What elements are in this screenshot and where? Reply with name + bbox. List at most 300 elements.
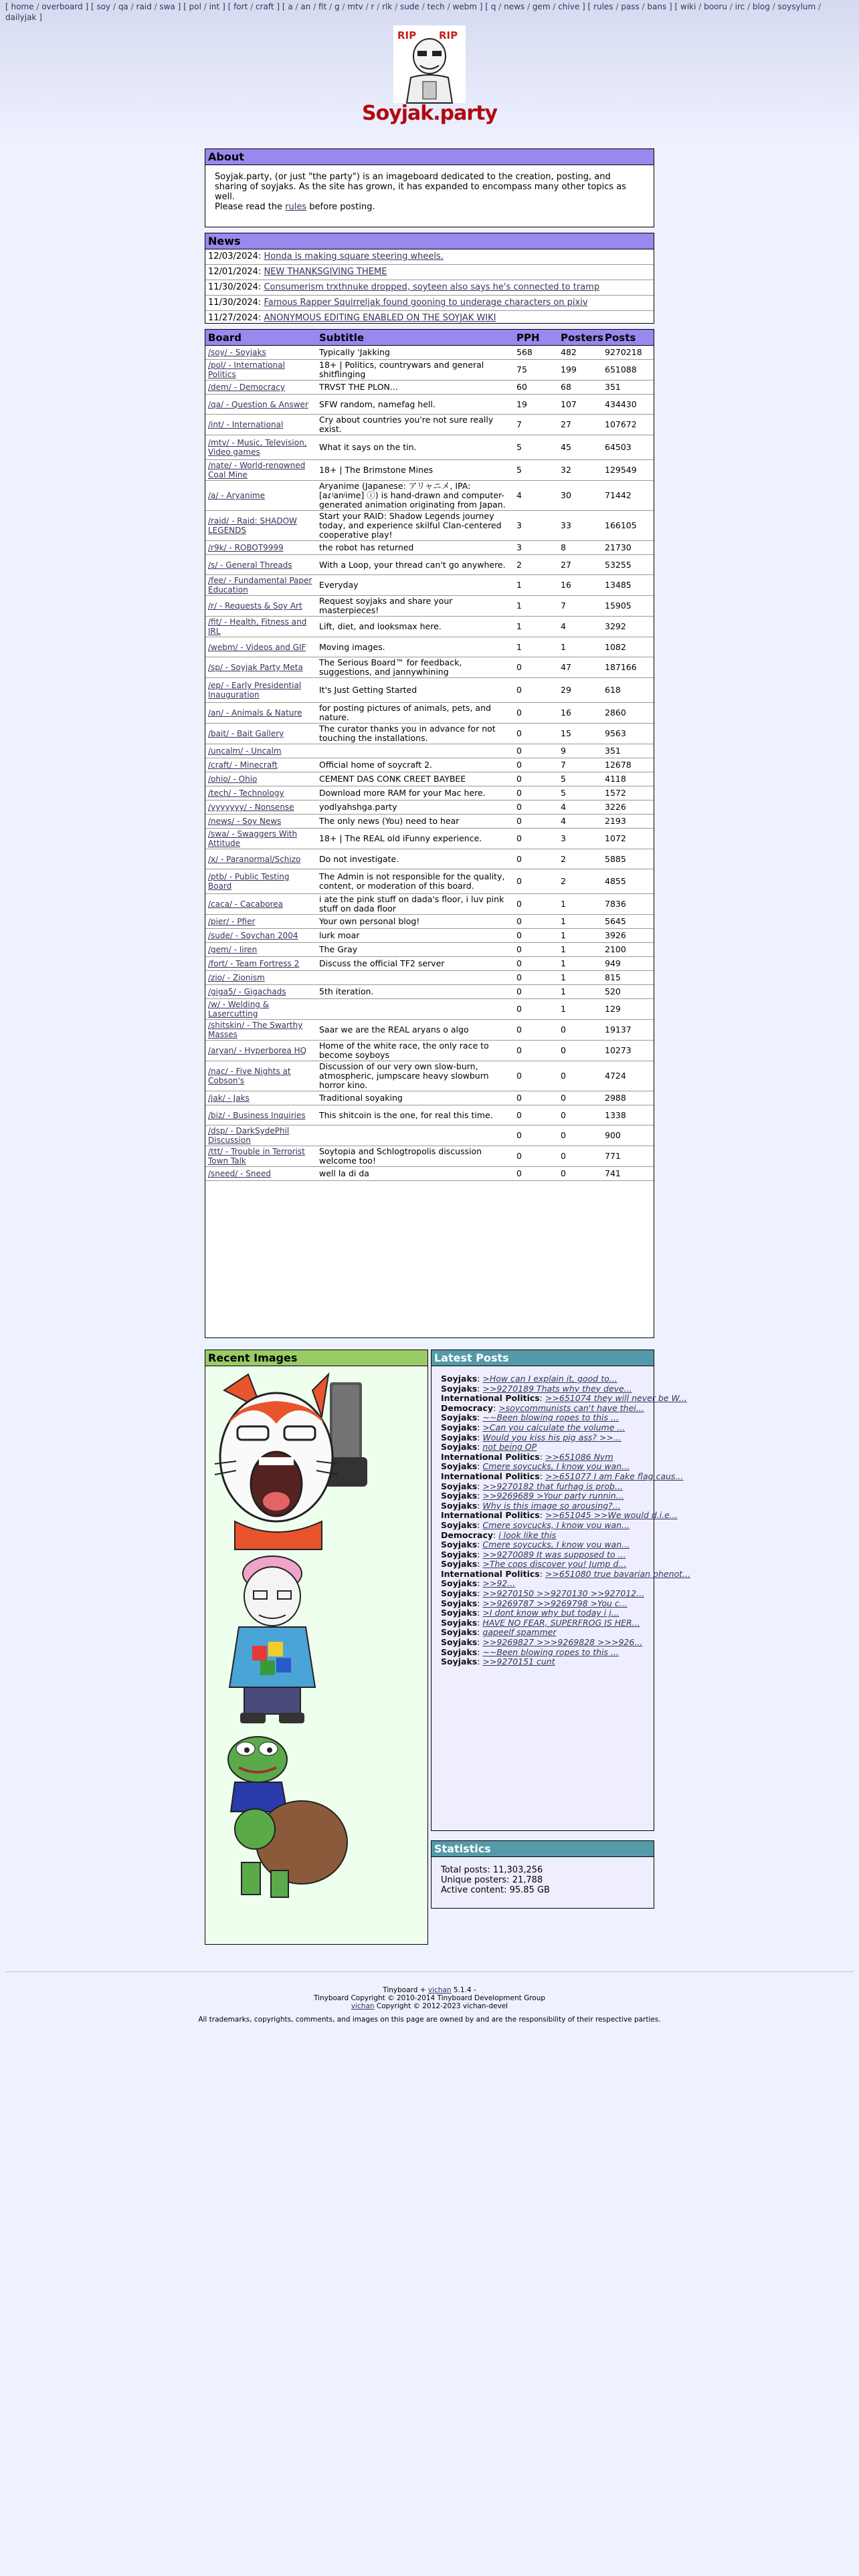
footer-trademark-notice: All trademarks, copyrights, comments, and images on this page are owned by and are the responsibility of their respective parties.: [198, 2016, 661, 2024]
nav-separator: /: [745, 2, 753, 11]
latest-post-board: Democracy: [441, 1402, 494, 1413]
board-row: [205, 985, 654, 999]
board-cell: 434430: [602, 395, 654, 415]
board-link[interactable]: /fee/ - Fundamental Paper Education: [208, 576, 312, 595]
board-row: [205, 1061, 654, 1091]
board-cell: 129549: [602, 460, 654, 481]
recent-image-cat-soyjak[interactable]: [215, 1370, 375, 1549]
board-cell: 1: [558, 971, 602, 985]
nav-link-14[interactable]: mtv: [347, 2, 363, 11]
board-cell: 771: [602, 1146, 654, 1167]
board-link[interactable]: /caca/ - Cacaborea: [208, 899, 283, 909]
site-logo[interactable]: [393, 25, 466, 103]
board-row: [205, 555, 654, 575]
nav-link-1[interactable]: overboard: [41, 2, 83, 11]
nav-link-9[interactable]: craft: [255, 2, 274, 11]
board-link[interactable]: /sp/ - Soyjak Party Meta: [208, 663, 303, 672]
latest-post-board: International Politics: [441, 1568, 540, 1579]
board-name-cell: [205, 894, 316, 915]
recent-image-autism-soyjak[interactable]: [215, 1553, 335, 1725]
board-row: [205, 481, 654, 511]
board-cell: 0: [514, 1146, 558, 1167]
board-cell: 0: [514, 800, 558, 815]
board-cell: It's Just Getting Started: [316, 678, 514, 703]
board-row: [205, 1041, 654, 1061]
latest-post-board: Soyjaks: [441, 1481, 478, 1491]
board-row: [205, 971, 654, 985]
board-cell: 0: [514, 815, 558, 829]
board-cell: 15: [558, 724, 602, 744]
boards-column-header: Board: [205, 330, 316, 346]
board-link[interactable]: /sneed/ - Sneed: [208, 1169, 271, 1178]
board-cell: 75: [514, 360, 558, 381]
latest-post-link[interactable]: >>9270150 >>9270130 >>927012...: [482, 1588, 645, 1599]
latest-post-link[interactable]: ~~Been blowing ropes to this ...: [482, 1646, 619, 1657]
board-cell: 0: [558, 1061, 602, 1091]
board-link[interactable]: /nac/ - Five Nights at Cobson's: [208, 1067, 291, 1085]
board-cell: 741: [602, 1167, 654, 1181]
latest-post-link[interactable]: HAVE NO FEAR, SUPERFROG IS HER...: [482, 1617, 640, 1628]
board-link[interactable]: /bait/ - Bait Gallery: [208, 729, 284, 738]
latest-post-link[interactable]: >>9269689 >Your party runnin...: [482, 1491, 624, 1501]
board-row: [205, 435, 654, 460]
board-cell: CEMENT DAS CONK CREET BAYBEE: [316, 772, 514, 786]
board-cell: 2193: [602, 815, 654, 829]
latest-post-link[interactable]: Why is this image so arousing?...: [482, 1500, 621, 1511]
board-cell: 0: [558, 1146, 602, 1167]
board-name-cell: [205, 1125, 316, 1146]
news-item: [205, 296, 654, 311]
board-link[interactable]: /dsp/ - DarkSydePhil Discussion: [208, 1126, 290, 1145]
news-date: 11/30/2024:: [208, 282, 262, 292]
news-link[interactable]: NEW THANKSGIVING THEME: [264, 267, 387, 277]
board-name-cell: [205, 758, 316, 772]
board-link[interactable]: /soy/ - Soyjaks: [208, 348, 266, 357]
nav-link-28[interactable]: booru: [704, 2, 727, 11]
statistics-list: [432, 1857, 654, 1903]
board-link[interactable]: /s/ - General Threads: [208, 560, 292, 570]
news-item: [205, 249, 654, 265]
latest-post-board: Soyjaks: [441, 1656, 478, 1667]
board-cell: 1082: [602, 637, 654, 657]
board-cell: 0: [514, 1020, 558, 1041]
board-cell: the robot has returned: [316, 541, 514, 555]
latest-post-board: Soyjaks: [441, 1617, 478, 1628]
board-link[interactable]: /fit/ - Health, Fitness and IRL: [208, 617, 307, 636]
latest-post-board: International Politics: [441, 1510, 540, 1521]
board-cell: What it says on the tin.: [316, 435, 514, 460]
board-cell: 1: [558, 985, 602, 999]
board-cell: 0: [558, 1125, 602, 1146]
board-link[interactable]: /ttt/ - Trouble in Terrorist Town Talk: [208, 1147, 305, 1166]
nav-link-26[interactable]: bans: [647, 2, 667, 11]
board-cell: 0: [514, 703, 558, 724]
board-cell: 900: [602, 1125, 654, 1146]
board-cell: for posting pictures of animals, pets, and nature.: [316, 703, 514, 724]
latest-post-link[interactable]: >>9270151 cunt: [482, 1656, 555, 1667]
board-name-cell: [205, 943, 316, 957]
latest-post-link[interactable]: >>651074 they will never be W...: [545, 1393, 687, 1404]
board-cell: 64503: [602, 435, 654, 460]
news-link[interactable]: Famous Rapper Squirreljak found gooning to underage characters on pixiv: [264, 298, 588, 308]
nav-separator: /: [292, 2, 301, 11]
latest-post: Soyjaks: Cmere soycucks, I know you wan...: [441, 1461, 630, 1472]
board-name-cell: [205, 929, 316, 943]
board-link[interactable]: /w/ - Welding & Lasercutting: [208, 1000, 270, 1018]
footer-vichan-link[interactable]: vichan: [427, 1986, 452, 1994]
latest-post: Soyjaks: ~~Been blowing ropes to this ...: [441, 1412, 619, 1423]
board-name-cell: [205, 869, 316, 894]
latest-post: International Politics: >>651086 Nvm: [441, 1451, 613, 1462]
latest-post-link[interactable]: >>651045 >>We would d.i.e...: [545, 1510, 678, 1521]
nav-link-13[interactable]: g: [334, 2, 340, 11]
board-link[interactable]: /a/ - Aryanime: [208, 491, 266, 500]
board-cell: 7: [558, 596, 602, 617]
latest-post-board: Soyjaks: [441, 1383, 478, 1394]
nav-link-29[interactable]: irc: [735, 2, 745, 11]
nav-link-19[interactable]: webm: [452, 2, 477, 11]
footer-vichan-devel-link[interactable]: vichan: [351, 2002, 375, 2010]
nav-separator: /: [310, 2, 319, 11]
board-cell: 0: [558, 1020, 602, 1041]
board-cell: 0: [514, 985, 558, 999]
board-cell: Your own personal blog!: [316, 915, 514, 929]
latest-post-link[interactable]: Would you kiss his pig ass? >>...: [482, 1432, 622, 1442]
board-name-cell: [205, 957, 316, 971]
latest-post-link[interactable]: >>9270189 Thats why they deve...: [482, 1383, 632, 1394]
board-link[interactable]: /swa/ - Swaggers With Attitude: [208, 829, 298, 848]
board-cell: 12678: [602, 758, 654, 772]
board-cell: 3: [514, 541, 558, 555]
board-link[interactable]: /tech/ - Technology: [208, 788, 284, 798]
board-cell: 107672: [602, 415, 654, 435]
latest-post-link[interactable]: >>9269827 >>>9269828 >>>926...: [482, 1637, 643, 1648]
board-link[interactable]: /mtv/ - Music, Television, Video games: [208, 438, 307, 457]
nav-link-30[interactable]: blog: [752, 2, 770, 11]
nav-link-25[interactable]: pass: [621, 2, 640, 11]
board-cell: 32: [558, 460, 602, 481]
board-row: [205, 999, 654, 1020]
nav-link-18[interactable]: tech: [427, 2, 445, 11]
board-row: [205, 1091, 654, 1105]
board-cell: [316, 1125, 514, 1146]
nav-link-8[interactable]: fort: [233, 2, 248, 11]
board-row: [205, 575, 654, 596]
board-cell: 8: [558, 541, 602, 555]
board-cell: 0: [558, 1041, 602, 1061]
latest-post: Soyjaks: >>9269689 >Your party runnin...: [441, 1491, 624, 1501]
nav-separator: /: [769, 2, 778, 11]
board-cell: 129: [602, 999, 654, 1020]
latest-post: Soyjaks: ~~Been blowing ropes to this ...: [441, 1646, 619, 1657]
latest-post-link[interactable]: >Can you calculate the volume ...: [482, 1422, 626, 1432]
board-link[interactable]: /craft/ - Minecraft: [208, 760, 278, 770]
nav-link-7[interactable]: int: [209, 2, 220, 11]
board-cell: 949: [602, 957, 654, 971]
board-cell: 4724: [602, 1061, 654, 1091]
board-cell: 33: [558, 511, 602, 541]
boards-header-row: [205, 330, 654, 346]
board-link[interactable]: /pol/ - International Politics: [208, 360, 285, 379]
board-cell: 0: [514, 971, 558, 985]
board-cell: 5: [558, 786, 602, 800]
board-cell: Lift, diet, and looksmax here.: [316, 617, 514, 637]
nav-link-2[interactable]: soy: [96, 2, 111, 11]
board-link[interactable]: /shitskin/ - The Swarthy Masses: [208, 1021, 303, 1039]
board-link[interactable]: /ptb/ - Public Testing Board: [208, 872, 290, 891]
board-name-cell: [205, 786, 316, 800]
latest-post-link[interactable]: >>651077 I am Fake flag caus...: [545, 1471, 684, 1481]
news-date: 12/01/2024:: [208, 267, 262, 277]
board-link[interactable]: /pier/ - Pfier: [208, 917, 256, 926]
board-link[interactable]: /giga5/ - Gigachads: [208, 987, 286, 996]
latest-post-board: Soyjaks: [441, 1500, 478, 1511]
board-cell: yodlyahshga.party: [316, 800, 514, 815]
nav-link-24[interactable]: rules: [593, 2, 613, 11]
board-row: [205, 1146, 654, 1167]
board-link[interactable]: /r/ - Requests & Soy Art: [208, 601, 302, 611]
nav-separator: /: [201, 2, 209, 11]
latest-post-board: Democracy: [441, 1529, 494, 1540]
board-cell: 0: [514, 1167, 558, 1181]
board-link[interactable]: /fort/ - Team Fortress 2: [208, 959, 300, 968]
board-row: [205, 894, 654, 915]
board-name-cell: [205, 772, 316, 786]
latest-post-link[interactable]: >>92...: [482, 1578, 516, 1589]
board-link[interactable]: /jak/ - Jaks: [208, 1093, 250, 1103]
board-link[interactable]: /aryan/ - Hyperborea HQ: [208, 1046, 307, 1055]
latest-post-board: Soyjaks: [441, 1549, 478, 1560]
latest-post: Soyjaks: >How can I explain it, good to...: [441, 1374, 617, 1384]
latest-post-board: Soyjaks: [441, 1559, 478, 1570]
board-name-cell: [205, 435, 316, 460]
news-link[interactable]: Honda is making square steering wheels.: [264, 251, 444, 261]
board-cell: 0: [514, 744, 558, 758]
board-cell: The Admin is not responsible for the quality, content, or moderation of this board.: [316, 869, 514, 894]
latest-post-board: International Politics: [441, 1451, 540, 1462]
board-cell: 9270218: [602, 346, 654, 360]
about-panel: [205, 148, 654, 227]
board-cell: Moving images.: [316, 637, 514, 657]
nav-link-5[interactable]: swa: [159, 2, 175, 11]
board-name-cell: [205, 1020, 316, 1041]
board-row: [205, 617, 654, 637]
board-link[interactable]: /qa/ - Question & Answer: [208, 399, 308, 409]
nav-separator: /: [639, 2, 648, 11]
rules-link[interactable]: rules: [285, 202, 307, 212]
board-cell: 1072: [602, 829, 654, 849]
latest-post-link[interactable]: >>651086 Nvm: [545, 1451, 613, 1462]
latest-post-link[interactable]: i look like this: [498, 1529, 557, 1540]
board-cell: [316, 999, 514, 1020]
nav-link-23[interactable]: chive: [558, 2, 580, 11]
board-cell: Aryanime (Japanese: アリャニメ, IPA: [aɾʲanʲime] ⓘ) is hand-drawn and computer-generated animation originating from Japan.: [316, 481, 514, 511]
latest-post-link[interactable]: >>9270182 that furhag is prob...: [482, 1481, 623, 1491]
board-cell: 10273: [602, 1041, 654, 1061]
board-cell: SFW random, namefag hell.: [316, 395, 514, 415]
latest-post: Soyjaks: >>9269827 >>>9269828 >>>926...: [441, 1637, 643, 1648]
nav-link-20[interactable]: q: [490, 2, 496, 11]
board-link[interactable]: /zio/ - Zionism: [208, 973, 265, 982]
board-link[interactable]: /biz/ - Business Inquiries: [208, 1110, 306, 1120]
nav-link-11[interactable]: an: [300, 2, 311, 11]
latest-post-board: Soyjaks: [441, 1598, 478, 1608]
board-link[interactable]: /x/ - Paranormal/Schizo: [208, 854, 301, 864]
board-cell: 0: [558, 1091, 602, 1105]
board-cell: 0: [514, 869, 558, 894]
board-link[interactable]: /ohio/ - Ohio: [208, 774, 258, 784]
board-cell: 30: [558, 481, 602, 511]
nav-separator: /: [33, 2, 42, 11]
board-name-cell: [205, 1041, 316, 1061]
nav-separator: /: [339, 2, 348, 11]
latest-post-link[interactable]: >soycommunists can't have thei...: [498, 1402, 644, 1413]
board-cell: The Gray: [316, 943, 514, 957]
nav-separator: /: [613, 2, 622, 11]
board-cell: 5645: [602, 915, 654, 929]
board-cell: 7: [558, 758, 602, 772]
nav-link-27[interactable]: wiki: [680, 2, 696, 11]
latest-post-link[interactable]: Cmere soycucks, I know you wan...: [482, 1519, 630, 1530]
statistic-line: Total posts: 11,303,256: [441, 1865, 543, 1875]
board-row: [205, 703, 654, 724]
board-cell: 199: [558, 360, 602, 381]
board-link[interactable]: /dem/ - Democracy: [208, 383, 285, 392]
news-link[interactable]: ANONYMOUS EDITING ENABLED ON THE SOYJAK WIKI: [264, 313, 496, 323]
board-cell: 0: [558, 1167, 602, 1181]
board-cell: 0: [514, 724, 558, 744]
statistics-panel: [431, 1840, 654, 1909]
nav-separator: /: [419, 2, 427, 11]
rules-prefix: Please read the: [215, 202, 286, 212]
board-cell: 0: [514, 943, 558, 957]
recent-image-frog[interactable]: [215, 1729, 349, 1900]
board-cell: 0: [514, 758, 558, 772]
board-cell: 60: [514, 381, 558, 395]
nav-separator: /: [392, 2, 400, 11]
latest-post-link[interactable]: >>651080 true bavarian phenot...: [545, 1568, 690, 1579]
board-link[interactable]: /webm/ - Videos and GIF: [208, 642, 306, 652]
board-cell: 2100: [602, 943, 654, 957]
board-cell: i ate the pink stuff on dada's floor, i luv pink stuff on dada floor: [316, 894, 514, 915]
board-cell: 2988: [602, 1091, 654, 1105]
latest-post-link[interactable]: not being OP: [482, 1442, 537, 1453]
board-link[interactable]: /an/ - Animals & Nature: [208, 708, 302, 718]
news-link[interactable]: Consumerism trxthnuke dropped, soyteen also says he's connected to tramp: [264, 282, 600, 292]
latest-post: International Politics: >>651045 >>We would d.i.e...: [441, 1510, 678, 1521]
nav-link-22[interactable]: gem: [532, 2, 551, 11]
latest-post-link[interactable]: gapeelf spammer: [482, 1627, 557, 1638]
latest-post-link[interactable]: >The cops discover you! Jump d...: [482, 1559, 627, 1570]
board-cell: well la di da: [316, 1167, 514, 1181]
board-cell: 3292: [602, 617, 654, 637]
board-link[interactable]: /news/ - Soy News: [208, 817, 282, 826]
board-name-cell: [205, 617, 316, 637]
board-cell: Saar we are the REAL aryans o algo: [316, 1020, 514, 1041]
board-name-cell: [205, 1105, 316, 1125]
board-cell: 4855: [602, 869, 654, 894]
latest-post-link[interactable]: >How can I explain it, good to...: [482, 1374, 617, 1384]
nav-link-16[interactable]: rlk: [382, 2, 393, 11]
board-name-cell: [205, 575, 316, 596]
latest-post-link[interactable]: >>9270089 It was supposed to ...: [482, 1549, 626, 1560]
board-name-cell: [205, 724, 316, 744]
board-name-cell: [205, 541, 316, 555]
boards-column-header: Posters: [558, 330, 602, 346]
board-link[interactable]: /nate/ - World-renowned Coal Mine: [208, 461, 306, 479]
board-row: [205, 657, 654, 678]
latest-post-link[interactable]: Cmere soycucks, I know you wan...: [482, 1539, 630, 1550]
site-title: Soyjak.party: [361, 102, 498, 125]
latest-post: Soyjaks: >>9270151 cunt: [441, 1656, 555, 1667]
board-link[interactable]: /ep/ - Early Presidential Inauguration: [208, 681, 302, 700]
board-link[interactable]: /r9k/ - ROBOT9999: [208, 543, 284, 552]
latest-post: Soyjaks: >>9270150 >>9270130 >>927012...: [441, 1588, 645, 1599]
board-link[interactable]: /raid/ - Raid: SHADOW LEGENDS: [208, 516, 297, 535]
board-link[interactable]: /yyyyyyy/ - Nonsense: [208, 802, 294, 812]
board-cell: 27: [558, 555, 602, 575]
nav-link-21[interactable]: news: [504, 2, 525, 11]
board-cell: Do not investigate.: [316, 849, 514, 869]
latest-post: Soyjaks: >>9270189 Thats why they deve...: [441, 1383, 632, 1394]
nav-link-3[interactable]: qa: [118, 2, 128, 11]
board-row: [205, 758, 654, 772]
latest-post-link[interactable]: >>9269787 >>9269798 >You c...: [482, 1598, 628, 1608]
nav-link-6[interactable]: pol: [189, 2, 201, 11]
board-link[interactable]: /int/ - International: [208, 420, 284, 429]
nav-link-17[interactable]: sude: [399, 2, 419, 11]
board-cell: lurk moar: [316, 929, 514, 943]
latest-post-board: International Politics: [441, 1393, 540, 1404]
board-name-cell: [205, 849, 316, 869]
board-row: [205, 360, 654, 381]
nav-link-10[interactable]: a: [288, 2, 293, 11]
board-row: [205, 943, 654, 957]
board-link[interactable]: /sude/ - Soychan 2004: [208, 931, 298, 940]
board-name-cell: [205, 999, 316, 1020]
latest-post-link[interactable]: ~~Been blowing ropes to this ...: [482, 1412, 619, 1423]
nav-link-12[interactable]: fit: [318, 2, 327, 11]
latest-post-link[interactable]: >I dont know why but today i j...: [482, 1608, 619, 1618]
nav-separator: /: [696, 2, 704, 11]
board-cell: 1: [558, 637, 602, 657]
board-name-cell: [205, 346, 316, 360]
nav-link-0[interactable]: home: [11, 2, 34, 11]
board-link[interactable]: /uncalm/ - Uncalm: [208, 746, 282, 756]
nav-link-32[interactable]: dailyjak: [5, 13, 37, 22]
board-name-cell: [205, 829, 316, 849]
board-row: [205, 395, 654, 415]
nav-link-4[interactable]: raid: [136, 2, 152, 11]
board-cell: 2: [558, 869, 602, 894]
latest-post-link[interactable]: Cmere soycucks, I know you wan...: [482, 1461, 630, 1472]
board-cell: 5: [558, 772, 602, 786]
board-row: [205, 1105, 654, 1125]
nav-link-15[interactable]: r: [371, 2, 375, 11]
board-cell: 520: [602, 985, 654, 999]
board-cell: 71442: [602, 481, 654, 511]
nav-link-31[interactable]: soysylum: [777, 2, 816, 11]
footer-line1-b: 5.1.4 -: [451, 1986, 476, 1994]
board-row: [205, 541, 654, 555]
board-cell: 0: [514, 1125, 558, 1146]
latest-post-board: Soyjaks: [441, 1374, 478, 1384]
recent-images-heading: Recent Images: [205, 1350, 427, 1366]
latest-post-board: Soyjaks: [441, 1637, 478, 1648]
board-cell: 15905: [602, 596, 654, 617]
board-link[interactable]: /gem/ - Iiren: [208, 945, 258, 954]
nav-separator: /: [326, 2, 335, 11]
